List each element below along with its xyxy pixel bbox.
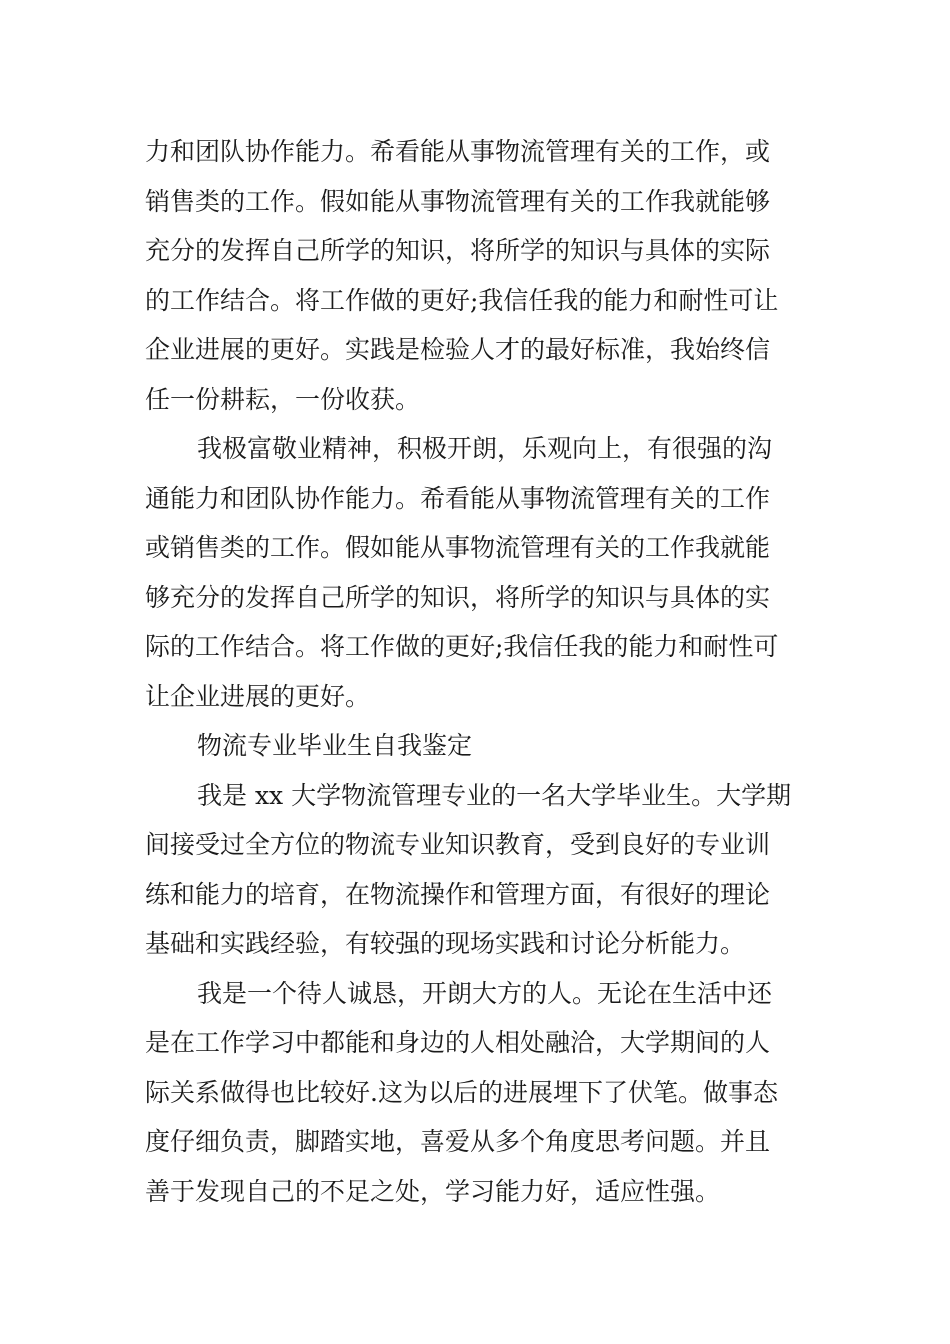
paragraph-line: 企业进展的更好。实践是检验人才的最好标准，我始终信 — [145, 335, 771, 364]
paragraph-1 — [145, 127, 810, 424]
section-heading — [145, 721, 810, 771]
paragraph-line: 力和团队协作能力。希看能从事物流管理有关的工作，或 — [145, 137, 771, 166]
paragraph-line: 充分的发挥自己所学的知识，将所学的知识与具体的实际 — [145, 236, 771, 265]
paragraph-line: 通能力和团队协作能力。希看能从事物流管理有关的工作 — [145, 483, 771, 513]
paragraph-3 — [145, 771, 810, 969]
section-heading-text: 物流专业毕业生自我鉴定 — [197, 731, 473, 760]
paragraph-line: 际的工作结合。将工作做的更好;我信任我的能力和耐性可 — [145, 632, 779, 661]
document-body — [145, 127, 810, 1216]
paragraph-line: 够充分的发挥自己所学的知识，将所学的知识与具体的实 — [145, 582, 771, 612]
paragraph-line: 我是一个待人诚恳，开朗大方的人。无论在生活中还 — [197, 978, 773, 1008]
paragraph-line: 基础和实践经验，有较强的现场实践和讨论分析能力。 — [145, 929, 746, 958]
paragraph-line: 我极富敬业精神，积极开朗，乐观向上，有很强的沟 — [197, 434, 773, 463]
paragraph-2 — [145, 424, 810, 721]
paragraph-line: 任一份耕耘，一份收获。 — [145, 384, 421, 414]
paragraph-line: 的工作结合。将工作做的更好;我信任我的能力和耐性可让 — [145, 285, 779, 315]
paragraph-line: 际关系做得也比较好.这为以后的进展埋下了伏笔。做事态 — [145, 1077, 778, 1107]
paragraph-line: 是在工作学习中都能和身边的人相处融洽，大学期间的人 — [145, 1028, 771, 1057]
paragraph-line: 或销售类的工作。假如能从事物流管理有关的工作我就能 — [145, 533, 771, 562]
paragraph-line: 练和能力的培育，在物流操作和管理方面，有很好的理论 — [145, 879, 771, 909]
paragraph-4 — [145, 969, 810, 1217]
paragraph-line: 间接受过全方位的物流专业知识教育，受到良好的专业训 — [145, 830, 771, 859]
paragraph-line: 度仔细负责，脚踏实地，喜爱从多个角度思考问题。并且 — [145, 1127, 771, 1156]
paragraph-line: 我是 xx 大学物流管理专业的一名大学毕业生。大学期 — [197, 780, 792, 810]
paragraph-line: 让企业进展的更好。 — [145, 681, 371, 711]
paragraph-line: 销售类的工作。假如能从事物流管理有关的工作我就能够 — [145, 186, 771, 216]
paragraph-line: 善于发现自己的不足之处，学习能力好，适应性强。 — [145, 1176, 721, 1206]
